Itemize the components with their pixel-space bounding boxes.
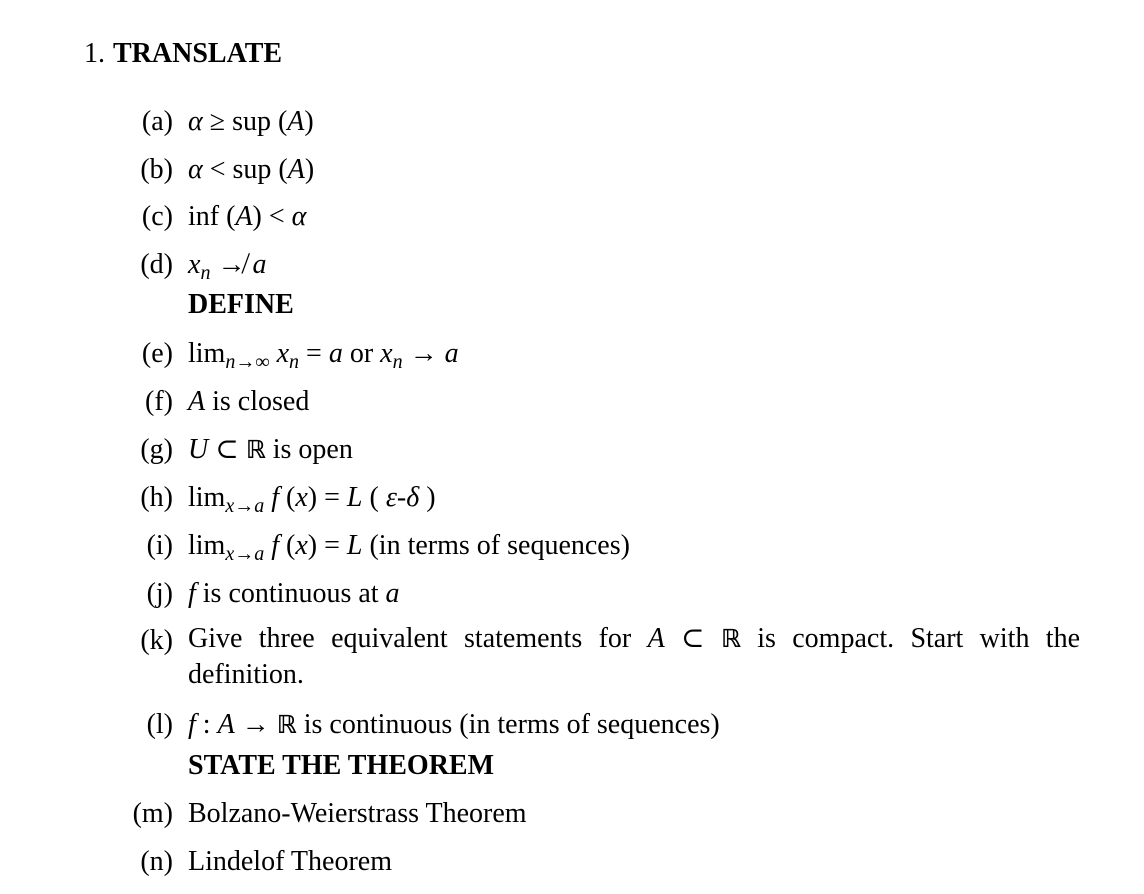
item-label: (n): [140, 846, 173, 877]
item-label: (a): [141, 106, 173, 137]
item-text-k: Give three equivalent statements for A ⊂ ℝ is compact. Start with the definition.: [188, 623, 1080, 690]
item-text-l: f : A → ℝ is continuous (in terms of sequences): [188, 709, 720, 740]
item-label: (l): [146, 709, 173, 740]
item-label: (i): [146, 530, 173, 561]
item-label: (g): [140, 434, 173, 465]
item-label: (d): [140, 249, 173, 280]
item-text-c: inf (A) < α: [188, 201, 307, 232]
item-text-i: $\lim_{x\to a} f$ (x) = L (in terms of sequences): [188, 530, 630, 565]
item-text-n: Lindelof Theorem: [188, 846, 392, 877]
item-label: (k): [140, 625, 173, 656]
item-label: (j): [146, 578, 173, 609]
item-label: (c): [141, 201, 173, 232]
item-text-j: f is continuous at a: [188, 578, 400, 609]
subheading-state-theorem: STATE THE THEOREM: [188, 750, 495, 781]
section-title: TRANSLATE: [113, 38, 283, 69]
section-number: 1.: [84, 38, 105, 69]
item-label: (b): [140, 154, 173, 185]
item-text-e: $\lim_{n\to\infty} x_n = a$ or $x_n \to a$: [188, 338, 459, 373]
item-text-d: $x_n$ ↛ a: [188, 249, 267, 284]
section-heading: [84, 36, 282, 71]
item-text-b: α < sup (A): [188, 154, 315, 185]
item-text-a: α ≥ sup (A): [188, 106, 314, 137]
item-text-f: A is closed: [188, 386, 310, 417]
item-label: (m): [132, 798, 173, 829]
item-label: (f): [145, 386, 173, 417]
item-label: (e): [141, 338, 173, 369]
item-text-g: U ⊂ ℝ is open: [188, 434, 353, 465]
item-label: (h): [140, 482, 173, 513]
item-text-m: Bolzano-Weierstrass Theorem: [188, 798, 527, 829]
subheading-define: DEFINE: [188, 289, 294, 320]
item-text-h: $\lim_{x\to a} f$ (x) = L ( ε-δ ): [188, 482, 436, 517]
